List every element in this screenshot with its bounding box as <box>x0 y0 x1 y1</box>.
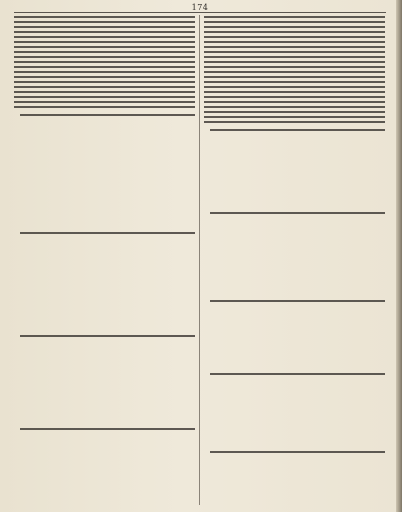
header-rule <box>14 12 386 13</box>
paragraph <box>14 334 195 425</box>
text-lines <box>14 16 195 111</box>
paragraph <box>14 15 195 111</box>
paragraph <box>204 450 385 507</box>
paragraph <box>204 128 385 209</box>
text-column-right <box>204 15 385 507</box>
paragraph <box>14 427 195 507</box>
paragraph <box>14 231 195 332</box>
page-number: 174 <box>191 3 209 12</box>
text-lines <box>14 335 195 425</box>
paragraph <box>204 211 385 297</box>
text-lines <box>204 451 385 507</box>
text-column-left <box>14 15 195 507</box>
text-lines <box>204 212 385 297</box>
text-lines <box>14 114 195 229</box>
text-lines <box>204 16 385 126</box>
text-lines <box>204 373 385 448</box>
paragraph <box>204 372 385 448</box>
column-divider <box>199 15 200 505</box>
text-lines <box>204 129 385 209</box>
text-lines <box>14 428 195 507</box>
paragraph <box>204 15 385 126</box>
text-lines <box>14 232 195 332</box>
text-lines <box>204 300 385 370</box>
binding-edge <box>396 0 402 512</box>
paragraph <box>204 299 385 370</box>
paragraph <box>14 113 195 229</box>
